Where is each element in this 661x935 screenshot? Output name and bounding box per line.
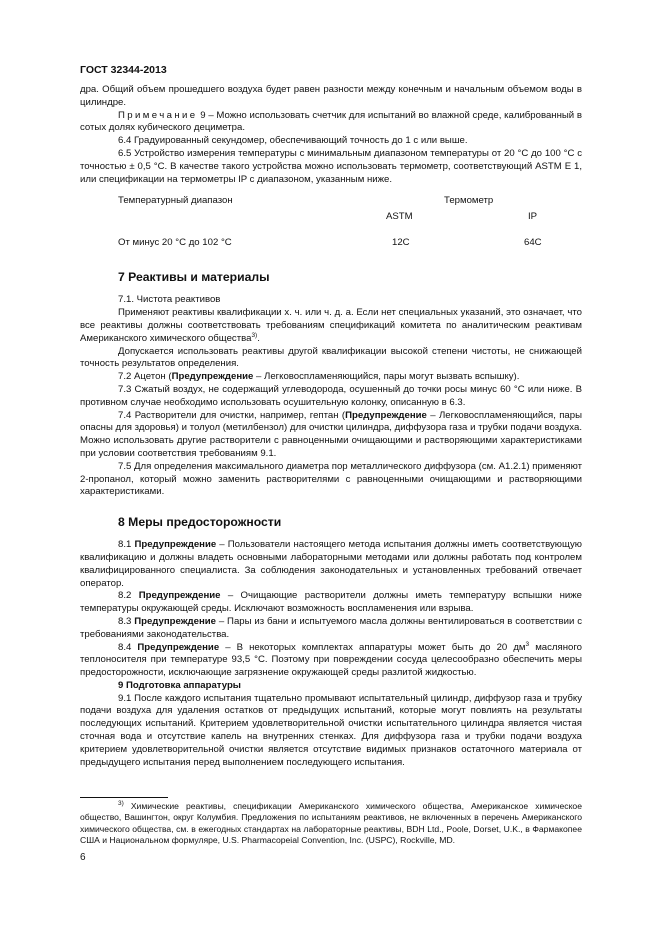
- clause-8-4: 8.4 Предупреждение – В некоторых комплектах аппаратуры может быть до 20 $дм^3$ масляного теплоносителя при температуре 93,5 °С. Поэтому при повреждении сосуда целесообразно обеспечить меры предосторожности, исключающие загрязнение окружающей среды разлитой жидкостью.: [80, 640, 582, 679]
- footnote-divider: [80, 797, 168, 798]
- clause-7-5: 7.5 Для определения максимального диаметра пор металлического диффузора (см. А1.2.1) применяют 2-пропанол, который можно заменить растворителями с равноценными очищающими и растворяющими характеристиками.: [80, 460, 582, 498]
- ip-header: IP: [528, 211, 538, 223]
- thermometer-table: [80, 192, 582, 256]
- warning-label: Предупреждение: [345, 409, 427, 421]
- footnote-mark: 3): [118, 800, 124, 808]
- standard-header: ГОСТ 32344-2013: [80, 64, 167, 76]
- note-label: Примечание: [118, 109, 198, 121]
- clause-7-2: 7.2 Ацетон (Предупреждение – Легковоспламеняющийся, пары могут вызвать вспышку).: [118, 371, 520, 383]
- section-8-title: 8 Меры предосторожности: [118, 515, 282, 530]
- clause-7-1-note: Допускается использовать реактивы другой квалификации высокой степени чистоты, не снижающей точность результатов определения.: [80, 345, 582, 370]
- footnote: [80, 801, 582, 847]
- clause-8-3: 8.3 Предупреждение – Пары из бани и испытуемого масла должны вентилироваться в соответствии с требованиями законодательства.: [80, 615, 582, 640]
- clause-7-3: 7.3 Сжатый воздух, не содержащий углеводорода, осушенный до точки росы минус 60 °С или ниже. В противном случае необходимо использовать осушительную колонку, описанную в 6.3.: [80, 383, 582, 408]
- clause-6-5: 6.5 Устройство измерения температуры с минимальным диапазоном температуры от 20 °С до 100 °С с точностью ± 0,5 °С. В качестве такого устройства можно использовать термометр, соответствующий ASTM E 1, или спецификации на термометры IP с диапазоном, указанным ниже.: [80, 147, 582, 185]
- page-number: 6: [80, 852, 86, 863]
- paragraph-continued: дра. Общий объем прошедшего воздуха будет равен разности между конечным и начальным объемом воды в цилиндре.: [80, 84, 582, 108]
- section-7-title: 7 Реактивы и материалы: [118, 270, 270, 285]
- clause-8-2: 8.2 Предупреждение – Очищающие растворители должны иметь температуру вспышки ниже температуры окружающей среды. Исключают возможность воспламенения или взрыва.: [80, 590, 582, 615]
- note-text: – Можно использовать счетчик для испытаний во влажной среде, калиброванный в сотых долях кубического дециметра.: [80, 109, 582, 134]
- thermometer-header: Термометр: [444, 195, 494, 207]
- note-number: 9: [197, 109, 206, 121]
- row-temp-range: От минус 20 °С до 102 °С: [118, 237, 232, 249]
- warning-label: Предупреждение: [134, 539, 217, 551]
- row-ip-value: 64С: [524, 237, 542, 249]
- clause-8-1: 8.1 Предупреждение – Пользователи настоящего метода испытания должны иметь соответствующую квалификацию и должны владеть основными лабораторными методами или должны работать под контролем квалифицированного специалиста. За соблюдения законодательных и установленных требований отвечает оператор.: [80, 539, 582, 589]
- footnote-text: Химические реактивы, спецификации Американского химического общества, Американское химическое общество, Вашингтон, округ Колумбия. Предложения по испытаниям реактивов, не включенных в перечень Американского химического общества, см. в ежегодных стандартах на лабораторные реактивы, BDH Ltd., Poole, Dorset, U.K., в Фармакопее США и Национальном формуляре, U.S. Pharmacopeial Convention, Inc. (USPC), Rockville, MD.: [80, 801, 582, 846]
- page-body: [80, 84, 582, 769]
- warning-label: Предупреждение: [138, 590, 221, 602]
- clause-7-1: 7.1. Чистота реактивов: [118, 294, 221, 306]
- warning-label: Предупреждение: [171, 371, 254, 383]
- clause-9-1: 9.1 После каждого испытания тщательно промывают испытательный цилиндр, диффузор газа и трубку подачи воздуха для удаления остатков от предыдущих испытаний, которые могут повлиять на результаты последующих испытаний. Критерием удовлетворительной очистки испытательного цилиндра является чистая сточная вода и отсутствие капель на внутренних стенках. Для диффузора газа и трубки подачи воздуха критерием удовлетворительной очистки является отсутствие видимых признаков остаточного материала от предыдущего испытания перед выполнением последующего испытания.: [80, 692, 582, 768]
- row-astm-value: 12С: [392, 237, 410, 249]
- clause-7-1-text: Применяют реактивы квалификации х. ч. или ч. д. а. Если нет специальных указаний, это означает, что все реактивы должны соответствовать требованиям спецификаций комитета по аналитическим реактивам Американского химического общества$^{3)}$.: [80, 307, 582, 344]
- astm-header: ASTM: [386, 211, 413, 223]
- warning-label: Предупреждение: [134, 615, 216, 627]
- warning-label: Предупреждение: [137, 641, 220, 653]
- clause-6-4: 6.4 Градуированный секундомер, обеспечивающий точность до 1 с или выше.: [118, 135, 468, 147]
- section-9-title: 9 Подготовка аппаратуры: [118, 679, 241, 691]
- footnote-ref: 3): [251, 331, 258, 339]
- clause-7-4: 7.4 Растворители для очистки, например, гептан (Предупреждение – Легковоспламеняющийся, пары опасны для здоровья) и толуол (метилбензол) для очистки цилиндра, диффузора газа и трубки подачи воздуха. Можно использовать другие растворители с равноценными очищающими и растворяющими характеристиками при условии соответствия требованиям 9.1.: [80, 409, 582, 459]
- note-9: [80, 110, 582, 136]
- col-temp-range-header: Температурный диапазон: [118, 195, 233, 207]
